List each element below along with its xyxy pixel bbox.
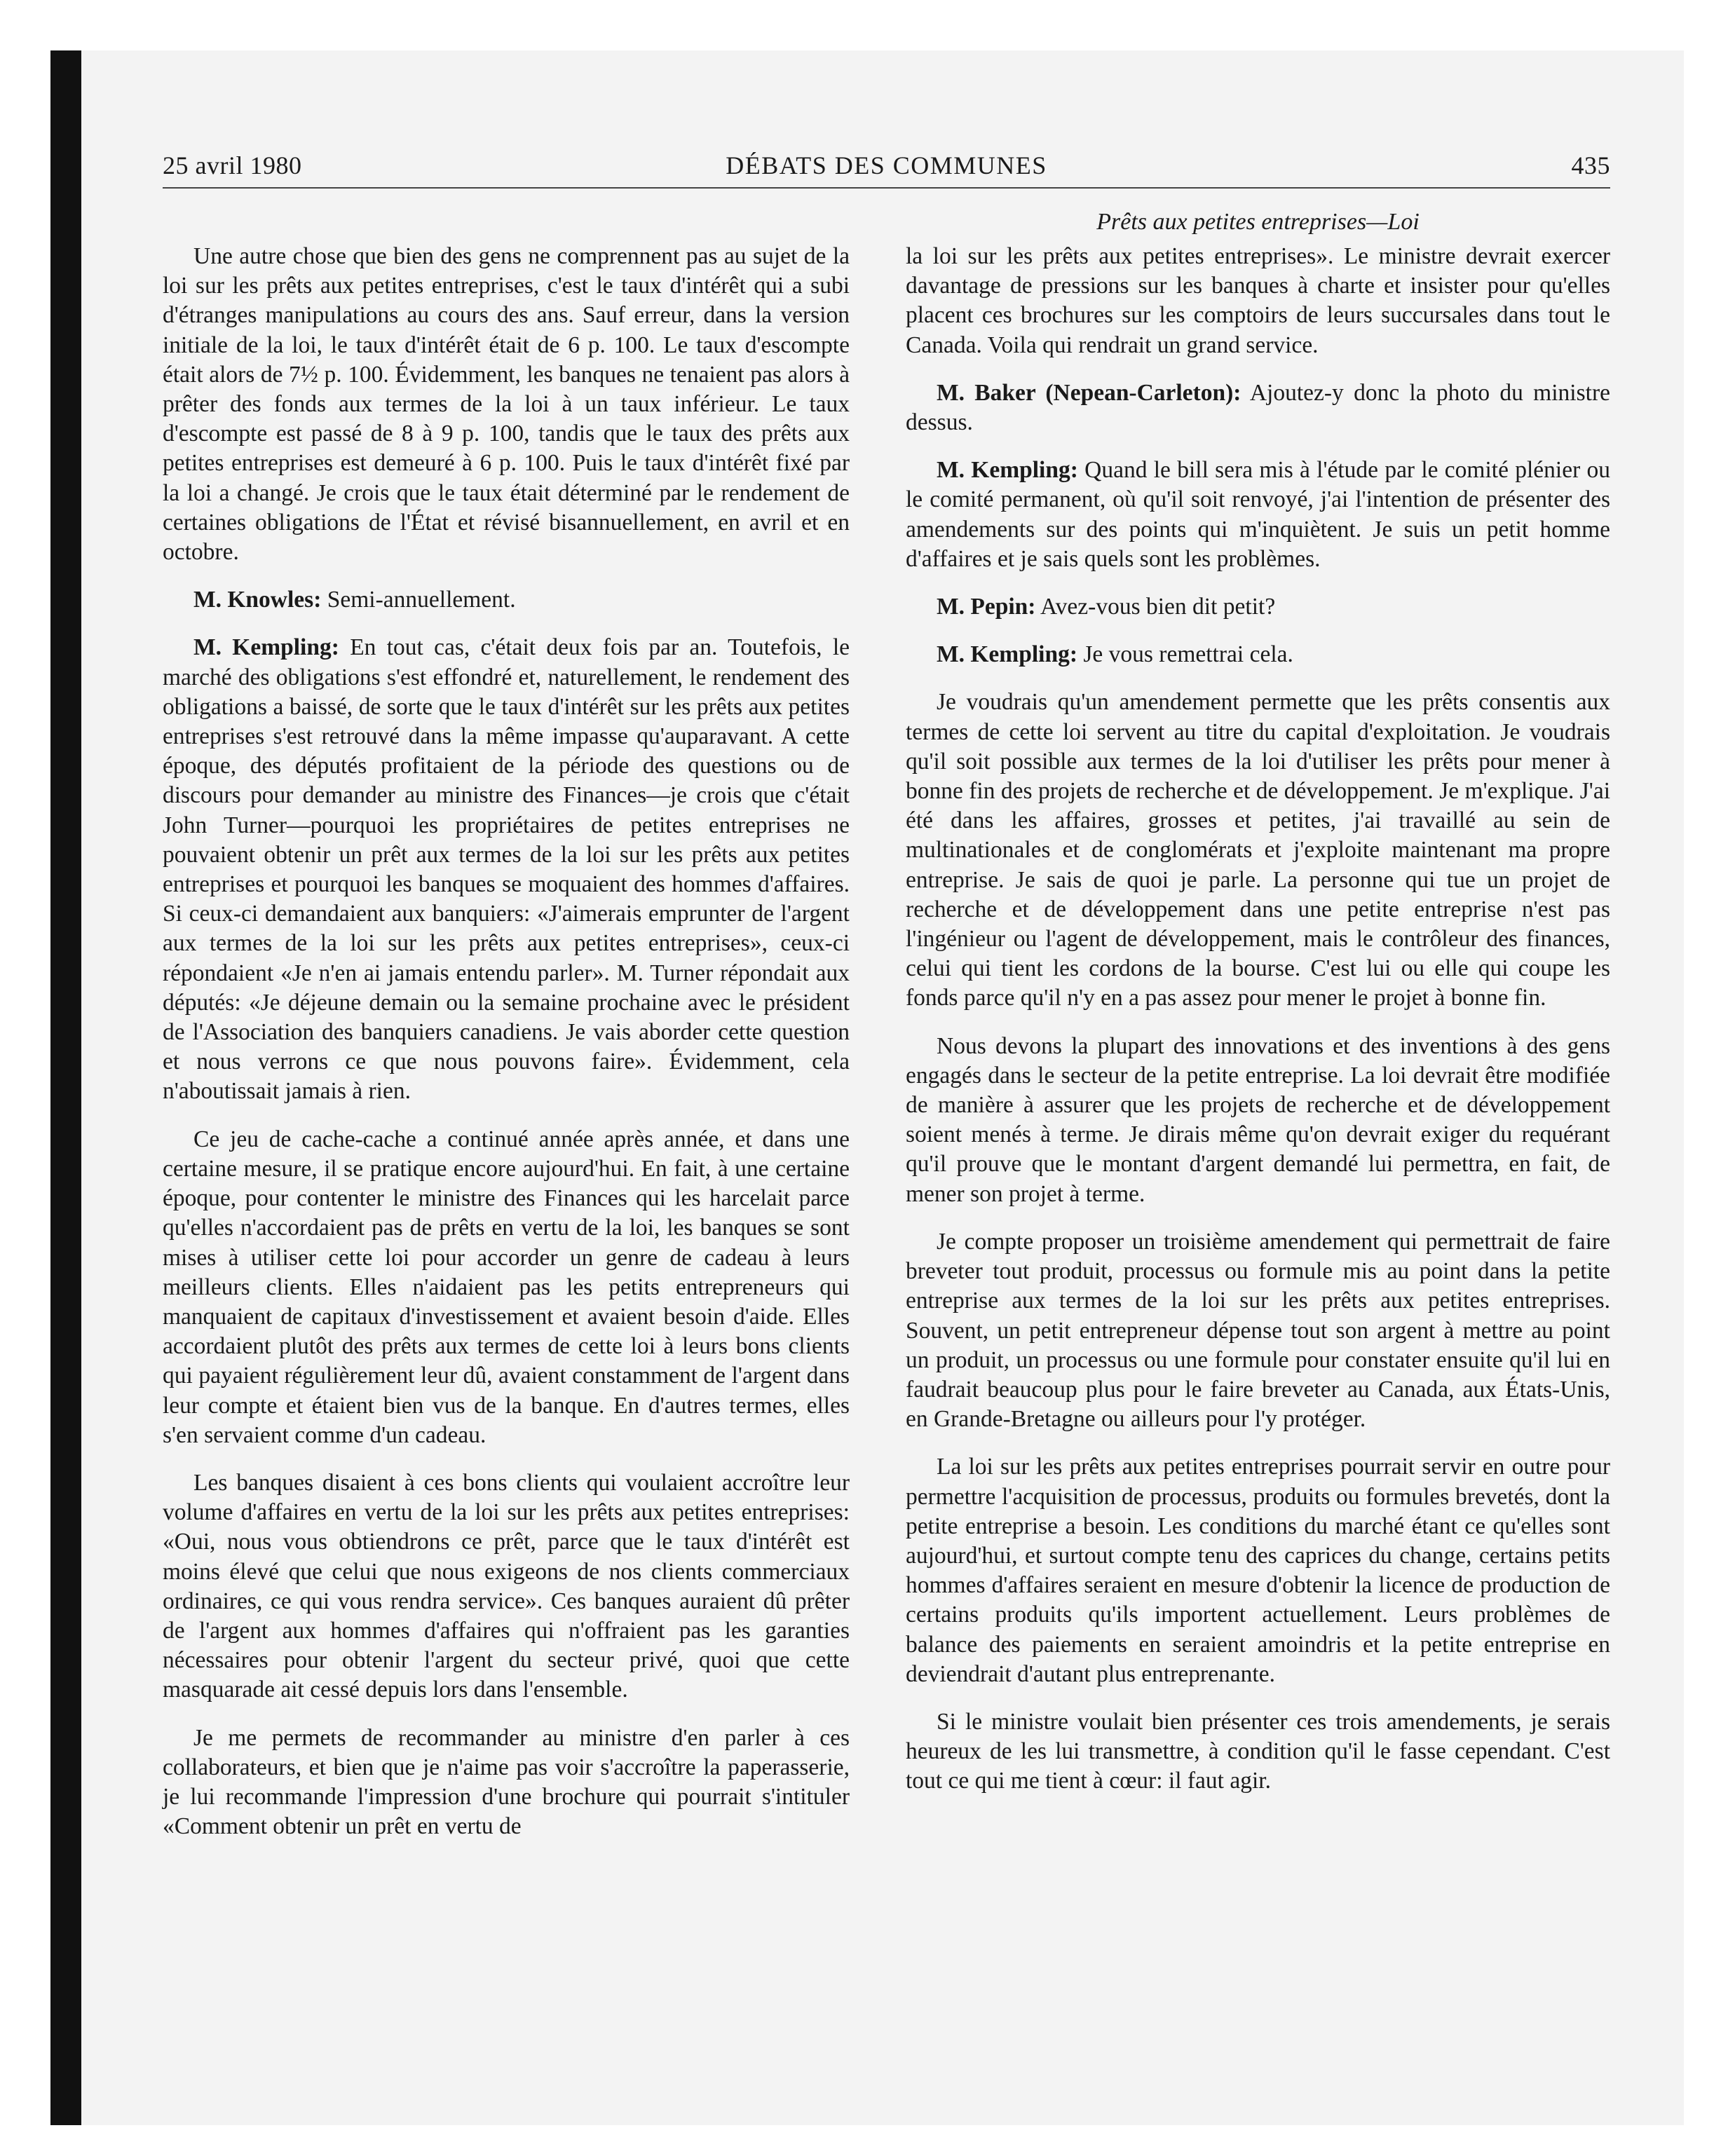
speech xyxy=(163,585,850,615)
scan-edge-bar xyxy=(50,50,81,2125)
paragraph: La loi sur les prêts aux petites entreprises pourrait servir en outre pour permettre l'acquisition de processus, produits ou formules brevetés, dont la petite entreprise a besoin. Les conditions du marché étant ce qu'elles sont aujourd'hui, et surtout compte tenu des caprices du change, certains petits hommes d'affaires seraient en mesure d'obtenir la licence de production de certains produits qu'ils importent actuellement. Leurs problèmes de balance des paiements en seraient amoindris et la petite entreprise en deviendrait d'autant plus entreprenante. xyxy=(906,1454,1610,1687)
paragraph: Je compte proposer un troisième amendement qui permettrait de faire breveter tout produit, processus ou formule mis au point dans la petite entreprise aux termes de la loi sur les prêts aux petites entreprises. Souvent, un petit entrepreneur dépense tout son argent à mettre au point un produit, un processus ou une formule pour constater ensuite qu'il lui en faudrait beaucoup plus pour le faire breveter au Canada, aux États-Unis, en Grande-Bretagne ou ailleurs pour l'y protéger. xyxy=(906,1228,1610,1433)
speech-text: Ajoutez-y donc la photo du ministre dessus. xyxy=(906,379,1610,436)
header-page-number: 435 xyxy=(1571,151,1610,179)
speaker-name: M. Kempling: xyxy=(937,641,1077,668)
paragraph: Je voudrais qu'un amendement permette que les prêts consentis aux termes de cette loi servent au titre du capital d'exploitation. Je voudrais qu'il soit possible aux termes de la loi d'utiliser les prêts pour mener à bonne fin des projets de recherche et de développement. Je m'explique. J'ai été dans les affaires, grosses et petites, j'ai travaillé au sein de multinationales et de conglomérats et j'exploite maintenant ma propre entreprise. Je sais de quoi je parle. La personne qui tue un projet de recherche et de développement dans une petite entreprise n'est pas l'ingénieur ou l'agent de développement, mais le contrôleur des finances, celui qui tient les cordons de la bourse. C'est lui ou elle qui coupe les fonds parce qu'il n'y en a pas assez pour mener le projet à bonne fin. xyxy=(906,689,1610,1011)
paragraph: Si le ministre voulait bien présenter ces trois amendements, je serais heureux de les lui transmettre, à condition qu'il le fasse cependant. C'est tout ce qui me tient à cœur: il faut agir. xyxy=(906,1708,1610,1794)
paragraph: Une autre chose que bien des gens ne comprennent pas au sujet de la loi sur les prêts aux petites entreprises, c'est le taux d'intérêt qui a subi d'étranges manipulations au cours des ans. Sauf erreur, dans la version initiale de la loi, le taux d'intérêt était de 6 p. 100. Le taux d'escompte était alors de 7½ p. 100. Évidemment, les banques ne tenaient pas alors à prêter des fonds aux termes de la loi à un taux inférieur. Le taux d'escompte est passé de 8 à 9 p. 100, tandis que le taux des prêts aux petites entreprises est demeuré à 6 p. 100. Puis le taux d'intérêt fixé par la loi a changé. Je crois que le taux était déterminé par le rendement de certaines obligations de l'État et révisé bisannuellement, en avril et en octobre. xyxy=(163,243,850,566)
left-column xyxy=(163,242,850,1860)
paragraph: la loi sur les prêts aux petites entreprises». Le ministre devrait exercer davantage de pressions sur les banques à charte et insister pour qu'elles placent ces brochures sur les comptoirs de leurs succursales dans tout le Canada. Voila qui rendrait un grand service. xyxy=(906,243,1610,358)
speech xyxy=(906,378,1610,437)
speaker-name: M. Baker (Nepean-Carleton): xyxy=(937,379,1241,406)
speech xyxy=(906,456,1610,574)
header-rule xyxy=(163,187,1610,189)
paragraph: Nous devons la plupart des innovations et des inventions à des gens engagés dans le secteur de la petite entreprise. La loi devrait être modifiée de manière à assurer que les projets de recherche et de développement soient menés à terme. Je dirais même qu'on devrait exiger du requérant qu'il prouve que le montant d'argent demandé lui permettra, en fait, de mener son projet à terme. xyxy=(906,1032,1610,1207)
speech-text: Quand le bill sera mis à l'étude par le comité plénier ou le comité permanent, où qu'il soit renvoyé, j'ai l'intention de présenter des amendements sur des points qui m'inquiètent. Je suis un petit homme d'affaires et je sais quels sont les problèmes. xyxy=(906,457,1611,572)
speech xyxy=(163,633,850,1106)
header-publication: DÉBATS DES COMMUNES xyxy=(726,151,1047,179)
speech-text: Je vous remettrai cela. xyxy=(1083,641,1293,668)
running-head xyxy=(163,151,1610,187)
speech-text: Avez-vous bien dit petit? xyxy=(1040,594,1276,620)
right-column xyxy=(906,207,1610,1815)
header-date: 25 avril 1980 xyxy=(163,151,302,179)
speaker-name: M. Kempling: xyxy=(937,457,1078,484)
paragraph: Ce jeu de cache-cache a continué année après année, et dans une certaine mesure, il se pratique encore aujourd'hui. En fait, à une certaine époque, pour contenter le ministre des Finances qui les harcelait parce qu'elles n'accordaient pas de prêts en vertu de la loi, les banques se sont mises à utiliser cette loi pour accorder un genre de cadeau à leurs meilleurs clients. Elles n'aidaient pas les petits entrepreneurs qui manquaient de capitaux d'investissement et avaient besoin d'aide. Elles accordaient plutôt des prêts aux termes de cette loi à leurs bons clients qui payaient régulièrement leur dû, avaient constamment de l'argent dans leur compte et étaient bien vus de la banque. En d'autres termes, elles s'en servaient comme d'un cadeau. xyxy=(163,1126,850,1448)
speech-text: Semi-annuellement. xyxy=(327,587,516,613)
section-title: Prêts aux petites entreprises—Loi xyxy=(1096,209,1420,235)
speech xyxy=(906,640,1610,669)
page xyxy=(163,151,1610,2085)
speaker-name: M. Kempling: xyxy=(193,634,339,661)
speaker-name: M. Knowles: xyxy=(193,587,322,613)
speech-text: En tout cas, c'était deux fois par an. Toutefois, le marché des obligations s'est effondré et, naturellement, le rendement des obligations a baissé, de sorte que le taux d'intérêt sur les prêts aux petites entreprises s'est retrouvé dans la même impasse qu'auparavant. A cette époque, des députés profitaient de la période des questions ou de discours pour demander au ministre des Finances—je crois que c'était John Turner—pourquoi les propriétaires de petites entreprises ne pouvaient obtenir un prêt aux termes de la loi sur les prêts aux petites entreprises et pourquoi les banques se moquaient des hommes d'affaires. Si ceux-ci demandaient aux banquiers: «J'aimerais emprunter de l'argent aux termes de la loi sur les prêts aux petites entreprises», ceux-ci répondaient «Je n'en ai jamais entendu parler». M. Turner répondait aux députés: «Je déjeune demain ou la semaine prochaine avec le président de l'Association des banquiers canadiens. Je vais aborder cette question et nous verrons ce que nous pouvons faire». Évidemment, cela n'aboutissait jamais à rien. xyxy=(163,634,850,1105)
paragraph: Je me permets de recommander au ministre d'en parler à ces collaborateurs, et bien que je n'aime pas voir s'accroître la paperasserie, je lui recommande l'impression d'une brochure qui pourrait s'intituler «Comment obtenir un prêt en vertu de xyxy=(163,1724,850,1840)
speech xyxy=(906,592,1610,622)
speaker-name: M. Pepin: xyxy=(937,594,1036,620)
paragraph: Les banques disaient à ces bons clients qui voulaient accroître leur volume d'affaires en vertu de la loi sur les prêts aux petites entreprises: «Oui, nous vous obtiendrons ce prêt, parce que le taux d'intérêt est moins élevé que celui que nous exigeons de nos clients commerciaux ordinaires, ce qui vous rendra service». Ces banques auraient dû prêter de l'argent aux hommes d'affaires qui n'offraient pas les garanties nécessaires pour obtenir l'argent du secteur privé, quoi que cette masquarade ait cessé depuis lors dans l'ensemble. xyxy=(163,1469,850,1703)
